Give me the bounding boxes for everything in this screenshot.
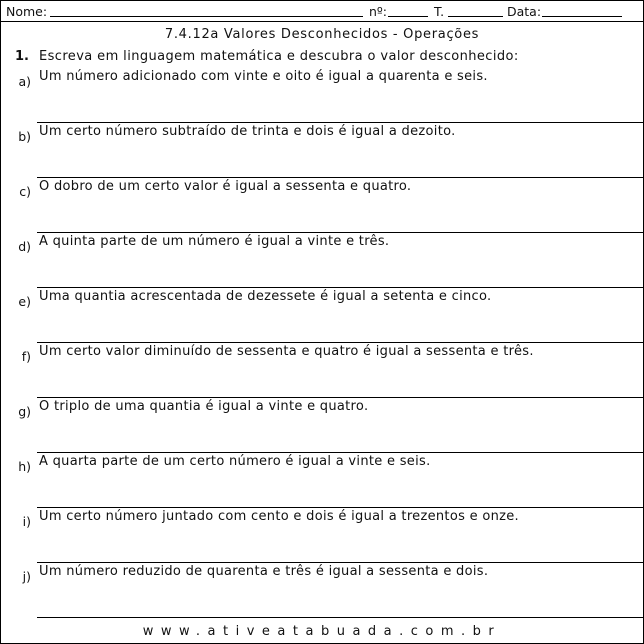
question-text: Uma quantia acrescentada de dezessete é igual a setenta e cinco. [39, 289, 492, 304]
question-letter: h) [18, 459, 31, 474]
class-field-line[interactable] [448, 16, 503, 17]
date-label: Data: [507, 4, 542, 19]
question-text: Um número reduzido de quarenta e três é igual a sessenta e dois. [39, 564, 489, 579]
question-text: A quarta parte de um certo número é igual a vinte e seis. [39, 454, 431, 469]
question-letter: c) [19, 184, 31, 199]
question-text: Um número adicionado com vinte e oito é igual a quarenta e seis. [39, 69, 488, 84]
name-field-line[interactable] [50, 16, 363, 17]
question-text: Um certo número juntado com cento e dois é igual a trezentos e onze. [39, 509, 519, 524]
answer-line[interactable] [37, 507, 643, 508]
student-info-header [1, 1, 643, 22]
number-field-line[interactable] [388, 16, 428, 17]
question-letter: f) [21, 349, 31, 364]
number-label: nº: [369, 4, 388, 19]
answer-line[interactable] [37, 397, 643, 398]
question-letter: b) [18, 129, 31, 144]
question-letter: g) [18, 404, 31, 419]
question-letter: i) [22, 514, 31, 529]
question-letter: a) [18, 74, 31, 89]
answer-line[interactable] [37, 342, 643, 343]
answer-line[interactable] [37, 122, 643, 123]
question-text: A quinta parte de um número é igual a vinte e três. [39, 234, 390, 249]
question-text: Um certo número subtraído de trinta e dois é igual a dezoito. [39, 124, 456, 139]
answer-line[interactable] [37, 562, 643, 563]
question-text: Um certo valor diminuído de sessenta e quatro é igual a sessenta e três. [39, 344, 534, 359]
question-letter: d) [18, 239, 31, 254]
answer-line[interactable] [37, 232, 643, 233]
website-footer: www.ativeatabuada.com.br [142, 624, 502, 639]
question-text: O triplo de uma quantia é igual a vinte e quatro. [39, 399, 369, 414]
date-field-line[interactable] [542, 16, 622, 17]
name-label: Nome: [6, 4, 48, 19]
question-letter: e) [18, 294, 31, 309]
answer-line[interactable] [37, 287, 643, 288]
answer-line[interactable] [37, 617, 643, 618]
class-label: T. [434, 4, 445, 19]
answer-line[interactable] [37, 177, 643, 178]
question-text: O dobro de um certo valor é igual a sessenta e quatro. [39, 179, 412, 194]
question-letter: j) [22, 569, 31, 584]
worksheet-title: 7.4.12a Valores Desconhecidos - Operações [164, 27, 480, 42]
instruction-text: Escreva em linguagem matemática e descubra o valor desconhecido: [39, 49, 519, 64]
answer-line[interactable] [37, 452, 643, 453]
instruction-number: 1. [15, 49, 29, 64]
